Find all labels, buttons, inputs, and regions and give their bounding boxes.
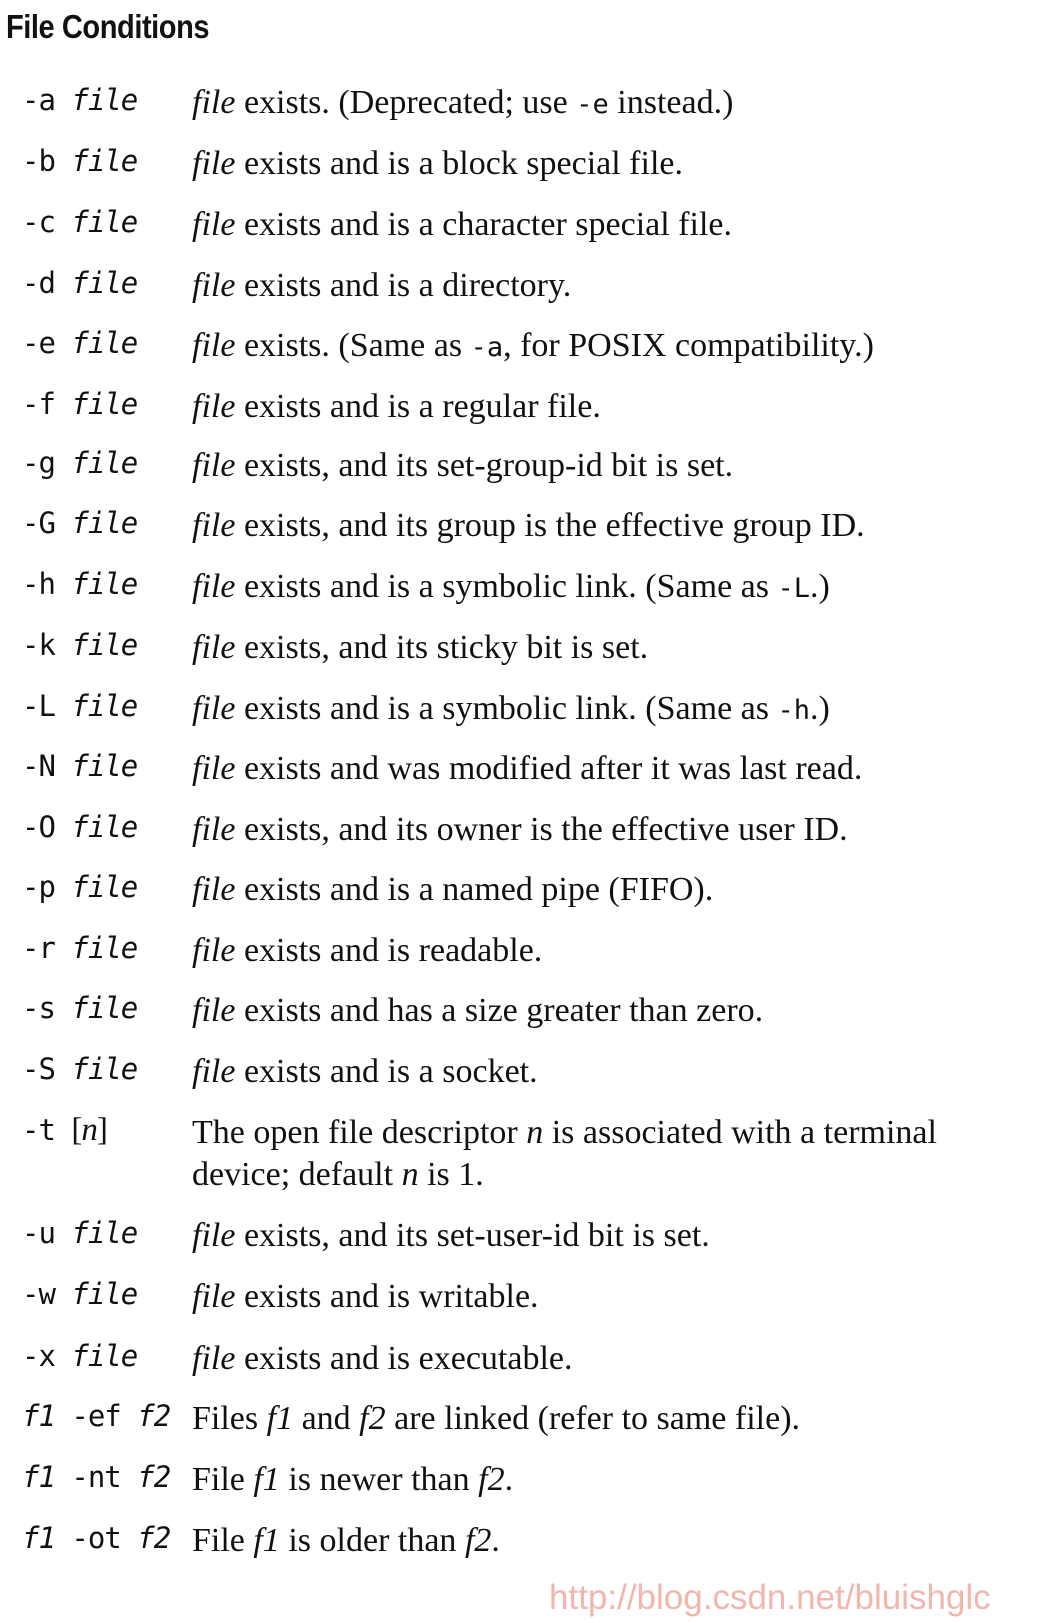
condition-operator <box>22 869 137 905</box>
operator-flag: -k <box>22 628 55 662</box>
operator-flag: -N <box>22 749 55 783</box>
operator-argument: file <box>71 446 138 480</box>
section-title: File Conditions <box>6 8 210 45</box>
description-subject: file <box>192 388 236 425</box>
condition-description <box>192 445 1032 487</box>
description-subject: file <box>192 750 236 787</box>
description-text-after: .) <box>810 568 830 605</box>
operator-argument: file <box>71 83 138 117</box>
description-text: exists, and its group is the effective group ID. <box>235 507 865 544</box>
operator-argument: file <box>71 144 138 178</box>
operator-argument: file <box>71 931 138 965</box>
condition-operator <box>22 1051 137 1087</box>
comparison-operator <box>22 1459 170 1495</box>
description-subject: file <box>192 871 236 908</box>
condition-description <box>192 1051 1032 1093</box>
comparison-operator <box>22 1398 170 1434</box>
condition-operator <box>22 627 137 663</box>
operator-argument: file <box>71 266 138 300</box>
operator-argument: file <box>71 810 138 844</box>
operator-argument: file <box>71 1052 138 1086</box>
operator-argument: file <box>71 1277 138 1311</box>
description-text: The open file descriptor <box>192 1114 527 1151</box>
condition-description <box>192 990 1032 1032</box>
description-subject: file <box>192 992 236 1029</box>
description-text: exists. (Same as <box>235 327 471 364</box>
operator-flag: -p <box>22 870 55 904</box>
description-variable: n <box>526 1114 544 1151</box>
description-text: exists and is writable. <box>235 1278 539 1315</box>
condition-description <box>192 143 1032 185</box>
operator-flag: -u <box>22 1216 55 1250</box>
condition-description <box>192 1215 1032 1257</box>
operator-flag: -w <box>22 1277 55 1311</box>
description-text: exists and is a socket. <box>235 1053 538 1090</box>
description-subject: file <box>192 629 236 666</box>
operator-flag: -d <box>22 266 55 300</box>
description-text: . <box>491 1522 500 1559</box>
operator-flag: -O <box>22 810 55 844</box>
condition-operator <box>22 143 137 179</box>
operator-argument: file <box>71 1339 138 1373</box>
condition-operator <box>22 990 137 1026</box>
condition-operator <box>22 82 137 118</box>
description-text: is older than <box>279 1522 465 1559</box>
description-subject: file <box>192 327 236 364</box>
description-subject: file <box>192 84 236 121</box>
operator-argument: file <box>71 870 138 904</box>
comparison-description <box>192 1520 1032 1562</box>
description-subject: file <box>192 206 236 243</box>
operator-argument: n <box>81 1112 97 1148</box>
condition-description <box>192 748 1032 790</box>
operator-flag: -t <box>22 1113 55 1147</box>
description-text: exists and is readable. <box>235 932 543 969</box>
description-text: . <box>504 1461 514 1498</box>
description-code: -h <box>777 695 810 726</box>
operator-flag: -e <box>22 326 55 360</box>
description-text: exists and is a directory. <box>235 267 572 304</box>
operator-argument: file <box>71 628 138 662</box>
operator-argument: file <box>71 326 138 360</box>
operator-argument: file <box>71 689 138 723</box>
condition-description <box>192 82 1032 126</box>
operator-flag: -b <box>22 144 55 178</box>
operand-left: f1 <box>22 1399 55 1433</box>
comparison-description <box>192 1398 1032 1440</box>
condition-operator <box>22 386 137 422</box>
condition-description <box>192 688 1032 732</box>
condition-operator <box>22 748 137 784</box>
operand-right: f2 <box>137 1521 171 1555</box>
description-text: and <box>293 1400 360 1437</box>
description-variable: f1 <box>253 1522 280 1559</box>
description-text: are linked (refer to same file). <box>385 1400 801 1437</box>
condition-operator <box>22 505 137 541</box>
description-text: exists and is a character special file. <box>235 206 732 243</box>
operator-flag: -L <box>22 689 55 723</box>
comparison-description <box>192 1459 1032 1501</box>
description-subject: file <box>192 507 236 544</box>
description-text: Files <box>192 1400 267 1437</box>
condition-operator <box>22 688 137 724</box>
description-text: exists, and its set-user-id bit is set. <box>235 1217 710 1254</box>
description-text: exists and is a block special file. <box>235 145 683 182</box>
description-subject: file <box>192 267 236 304</box>
operator-flag: -g <box>22 446 55 480</box>
operator-flag: -ot <box>71 1521 121 1555</box>
description-code: -a <box>470 332 504 363</box>
operator-argument: file <box>71 991 138 1025</box>
description-variable: f2 <box>464 1522 492 1559</box>
condition-operator <box>22 265 137 301</box>
description-variable: f2 <box>359 1400 386 1437</box>
description-subject: file <box>192 1053 236 1090</box>
condition-operator <box>22 445 137 481</box>
operator-flag: -ef <box>71 1399 121 1433</box>
operator-flag: -h <box>22 567 55 601</box>
description-text: is associated with a terminal device; default <box>192 1114 937 1193</box>
operator-argument: file <box>71 1216 138 1250</box>
description-variable: n <box>401 1156 419 1193</box>
description-text: exists and is a symbolic link. (Same as <box>235 690 778 727</box>
condition-description <box>192 627 1032 669</box>
description-text: is 1. <box>418 1156 484 1193</box>
condition-operator <box>22 930 137 966</box>
operand-left: f1 <box>22 1460 55 1494</box>
operator-argument: file <box>71 567 138 601</box>
description-variable: f1 <box>253 1461 280 1498</box>
description-text: is newer than <box>279 1461 479 1498</box>
description-text: exists, and its owner is the effective user ID. <box>235 811 848 848</box>
bracket-open: [ <box>71 1112 82 1148</box>
description-variable: f1 <box>266 1400 294 1437</box>
description-subject: file <box>192 1340 236 1377</box>
operator-flag: -x <box>22 1339 55 1373</box>
condition-description <box>192 930 1032 972</box>
operator-argument: file <box>71 387 138 421</box>
condition-description <box>192 1338 1032 1380</box>
description-text: exists, and its set-group-id bit is set. <box>235 447 734 484</box>
condition-operator <box>22 1276 137 1312</box>
description-subject: file <box>192 811 236 848</box>
comparison-operator <box>22 1520 170 1556</box>
description-text-after: instead.) <box>608 84 734 121</box>
condition-operator <box>22 1338 137 1374</box>
description-text: exists and is a symbolic link. (Same as <box>235 568 778 605</box>
description-code: -L <box>777 573 810 604</box>
description-text: exists and has a size greater than zero. <box>235 992 764 1029</box>
description-text: exists and is a regular file. <box>235 388 601 425</box>
description-text: exists. (Deprecated; use <box>235 84 577 121</box>
description-subject: file <box>192 447 236 484</box>
description-subject: file <box>192 145 236 182</box>
description-text: exists, and its sticky bit is set. <box>235 629 649 666</box>
description-subject: file <box>192 690 236 727</box>
condition-description <box>192 869 1032 911</box>
description-text-after: , for POSIX compatibility.) <box>503 327 874 364</box>
operator-flag: -r <box>22 931 55 965</box>
description-variable: f2 <box>478 1461 505 1498</box>
condition-description <box>192 204 1032 246</box>
condition-description <box>192 325 1032 369</box>
description-subject: file <box>192 932 236 969</box>
operator-argument: file <box>71 506 138 540</box>
operator-flag: -G <box>22 506 55 540</box>
operator-argument: file <box>71 205 138 239</box>
operator-flag: -S <box>22 1052 55 1086</box>
operator-argument: file <box>71 749 138 783</box>
description-text: File <box>192 1461 254 1498</box>
condition-operator <box>22 325 137 361</box>
operand-left: f1 <box>22 1521 55 1555</box>
operator-flag: -f <box>22 387 55 421</box>
condition-operator <box>22 1112 107 1148</box>
condition-description <box>192 265 1032 307</box>
operand-right: f2 <box>137 1399 171 1433</box>
condition-operator <box>22 566 137 602</box>
condition-description <box>192 566 1032 610</box>
condition-operator <box>22 204 137 240</box>
description-subject: file <box>192 1278 236 1315</box>
operator-flag: -c <box>22 205 55 239</box>
condition-description <box>192 1276 1032 1318</box>
condition-description <box>192 505 1032 547</box>
operator-flag: -nt <box>71 1460 121 1494</box>
watermark: http://blog.csdn.net/bluishglc <box>549 1578 991 1617</box>
operator-flag: -a <box>22 83 55 117</box>
operand-right: f2 <box>137 1460 171 1494</box>
description-code: -e <box>576 89 609 120</box>
condition-description <box>192 809 1032 851</box>
condition-description <box>192 1112 1012 1196</box>
description-text: exists and is a named pipe (FIFO). <box>235 871 714 908</box>
bracket-close: ] <box>96 1112 107 1148</box>
description-text: exists and was modified after it was last read. <box>235 750 863 787</box>
condition-operator <box>22 1215 137 1251</box>
description-text-after: .) <box>810 690 830 727</box>
condition-operator <box>22 809 137 845</box>
description-text: exists and is executable. <box>235 1340 573 1377</box>
description-subject: file <box>192 1217 236 1254</box>
operator-flag: -s <box>22 991 55 1025</box>
description-subject: file <box>192 568 236 605</box>
condition-description <box>192 386 1032 428</box>
description-text: File <box>192 1522 254 1559</box>
